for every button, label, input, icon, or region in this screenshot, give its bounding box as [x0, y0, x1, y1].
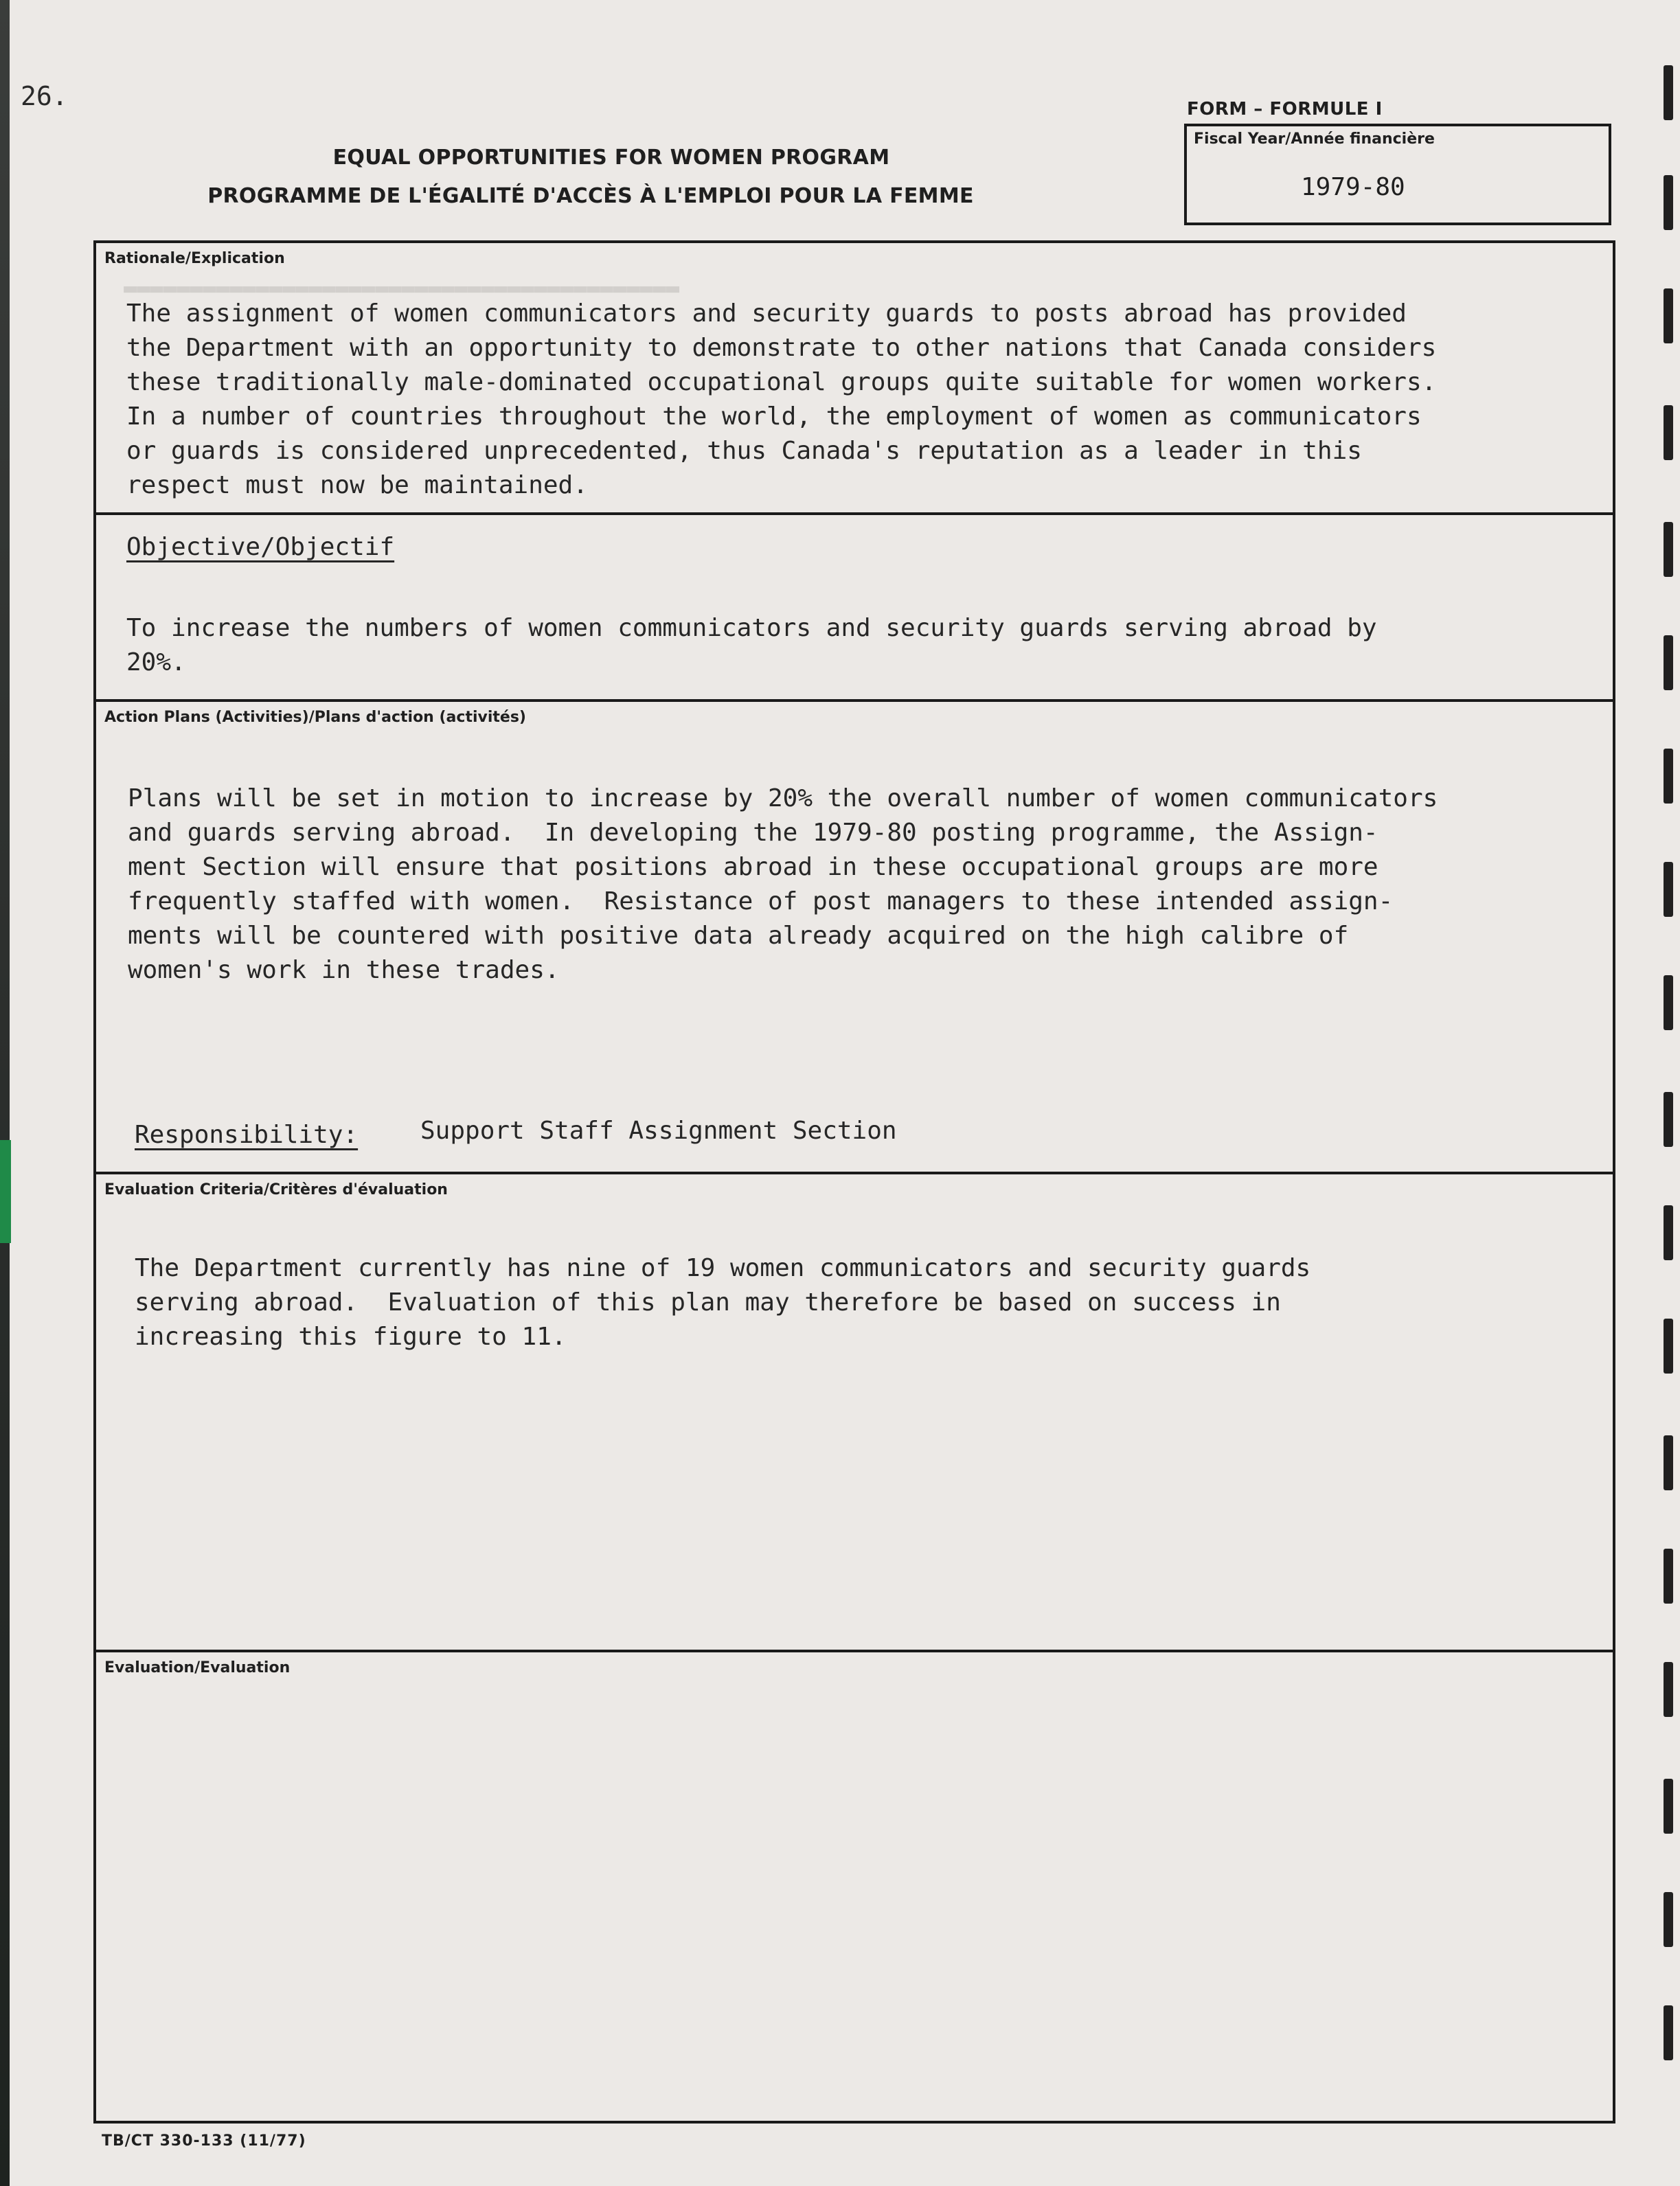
form-number: TB/CT 330-133 (11/77) — [102, 2132, 306, 2150]
binding-ring — [1664, 175, 1673, 230]
page-left-tab — [0, 1140, 11, 1243]
objective-label: Objective/Objectif — [126, 533, 395, 561]
text-line: Plans will be set in motion to increase by 20% the overall number of women communicators — [128, 784, 1438, 812]
binding-ring — [1664, 65, 1673, 120]
evaluation-criteria-text — [135, 1251, 1310, 1354]
text-line: respect must now be maintained. — [126, 471, 588, 499]
program-title-en: EQUAL OPPORTUNITIES FOR WOMEN PROGRAM — [332, 146, 890, 170]
evaluation-label: Evaluation/Evaluation — [104, 1659, 291, 1676]
binding-ring — [1664, 1435, 1673, 1490]
fiscal-year-value: 1979-80 — [1301, 173, 1405, 201]
binding-ring — [1664, 1205, 1673, 1260]
text-line: serving abroad. Evaluation of this plan may therefore be based on success in — [135, 1288, 1281, 1317]
binding-ring — [1664, 405, 1673, 460]
spiral-binding — [1659, 0, 1680, 2186]
text-line: these traditionally male-dominated occupational groups quite suitable for women workers. — [126, 368, 1437, 396]
action-plans-text — [128, 782, 1438, 988]
text-line: frequently staffed with women. Resistance of post managers to these intended assign- — [128, 887, 1394, 915]
action-plans-label: Action Plans (Activities)/Plans d'action (activités) — [104, 709, 526, 726]
text-line: women's work in these trades. — [128, 956, 560, 984]
rationale-text — [126, 297, 1436, 503]
form-label: FORM – FORMULE I — [1187, 99, 1383, 119]
program-title-fr: PROGRAMME DE L'ÉGALITÉ D'ACCÈS À L'EMPLOI POUR LA FEMME — [207, 184, 974, 208]
binding-ring — [1664, 1662, 1673, 1717]
binding-ring — [1664, 749, 1673, 804]
text-line: The assignment of women communicators and security guards to posts abroad has provided — [126, 299, 1407, 328]
show-through: ▬▬▬▬▬▬▬▬▬▬▬▬▬▬▬▬▬▬▬▬▬▬▬▬▬▬▬▬▬▬▬▬▬▬▬▬▬▬▬▬▬▬ — [124, 275, 680, 301]
binding-ring — [1664, 288, 1673, 343]
binding-ring — [1664, 1892, 1673, 1947]
binding-ring — [1664, 975, 1673, 1030]
text-line: ments will be countered with positive data already acquired on the high calibre of — [128, 922, 1349, 950]
binding-ring — [1664, 1549, 1673, 1604]
fiscal-year-box — [1184, 124, 1611, 225]
binding-ring — [1664, 522, 1673, 577]
evaluation-criteria-section — [93, 1172, 1615, 1652]
binding-ring — [1664, 1319, 1673, 1374]
evaluation-section — [93, 1650, 1615, 2124]
text-line: To increase the numbers of women communicators and security guards serving abroad by — [126, 614, 1377, 642]
binding-ring — [1664, 862, 1673, 917]
page-number: 26. — [21, 81, 68, 111]
action-plans-section — [93, 699, 1615, 1174]
text-line: or guards is considered unprecedented, thus Canada's reputation as a leader in this — [126, 437, 1362, 465]
text-line: increasing this figure to 11. — [135, 1323, 567, 1351]
responsibility-label: Responsibility: — [135, 1121, 359, 1149]
evaluation-criteria-label: Evaluation Criteria/Critères d'évaluation — [104, 1181, 448, 1198]
binding-ring — [1664, 635, 1673, 690]
text-line: The Department currently has nine of 19 women communicators and security guards — [135, 1254, 1311, 1282]
rationale-section — [93, 240, 1615, 515]
text-line: and guards serving abroad. In developing the 1979-80 posting programme, the Assign- — [128, 819, 1378, 847]
rationale-label: Rationale/Explication — [104, 250, 285, 267]
text-line: In a number of countries throughout the world, the employment of women as communicators — [126, 402, 1422, 431]
responsibility-value: Support Staff Assignment Section — [420, 1117, 897, 1145]
binding-ring — [1664, 1092, 1673, 1147]
objective-section — [93, 512, 1615, 702]
text-line: 20%. — [126, 648, 186, 676]
page-left-edge — [0, 0, 10, 2186]
text-line: ment Section will ensure that positions abroad in these occupational groups are more — [128, 853, 1378, 881]
binding-ring — [1664, 1779, 1673, 1834]
binding-ring — [1664, 2005, 1673, 2060]
fiscal-year-label: Fiscal Year/Année financière — [1194, 130, 1435, 148]
objective-text — [126, 611, 1377, 680]
text-line: the Department with an opportunity to demonstrate to other nations that Canada considers — [126, 334, 1437, 362]
